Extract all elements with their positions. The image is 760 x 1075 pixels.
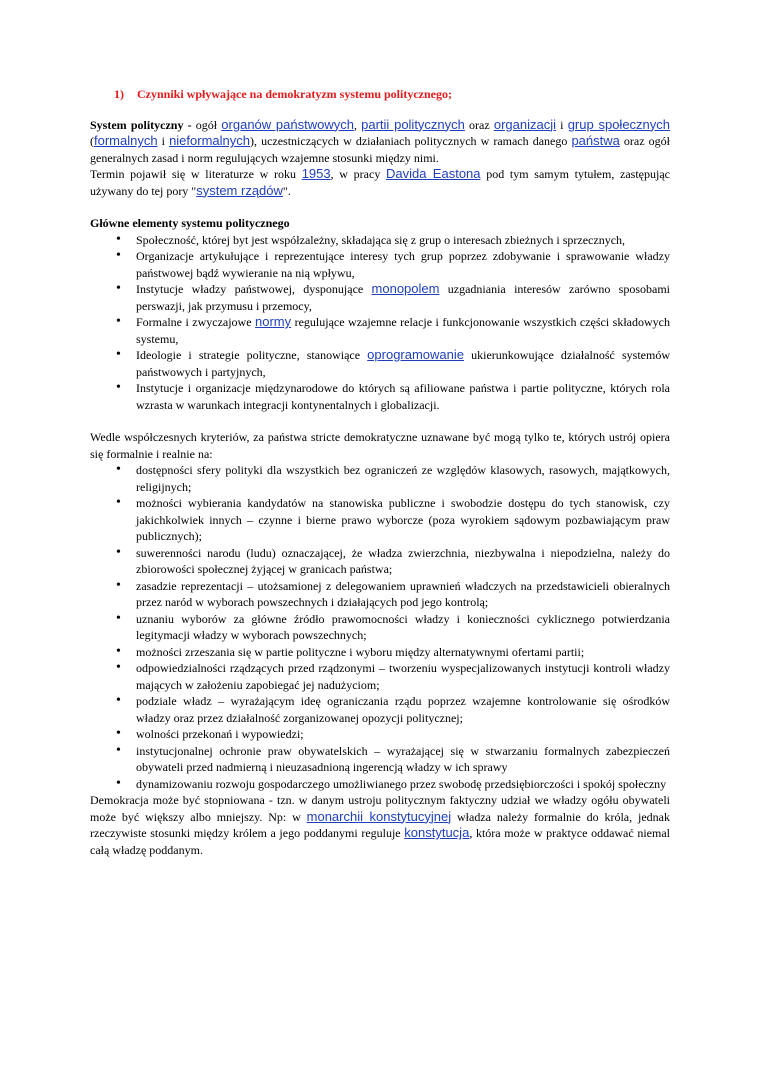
list-item	[90, 314, 670, 347]
list-item	[90, 347, 670, 380]
list-item: • podziale władz – wyrażającym ideę ograniczania rządu poprzez wzajemne kontrolowanie się ośrodków władzy oraz przez działalność zorganizowanej opozycji politycznej;	[90, 693, 670, 726]
link-oprogramowanie[interactable]: oprogramowanie	[367, 347, 465, 362]
link-davida-eastona[interactable]: Davida Eastona	[386, 166, 481, 181]
link-panstwa[interactable]: państwa	[571, 133, 620, 148]
spacer	[90, 413, 670, 429]
text: i	[157, 134, 170, 148]
heading-number: 1)	[114, 87, 124, 101]
text: Ideologie i strategie polityczne, stanowiące	[136, 348, 368, 362]
document-page	[90, 86, 670, 858]
list-item: • wolności przekonań i wypowiedzi;	[90, 726, 670, 743]
text: ogół	[191, 117, 222, 132]
text: (	[90, 134, 94, 148]
text: Formalne i zwyczajowe	[136, 315, 256, 329]
list-item: • odpowiedzialności rządzących przed rządzonymi – tworzeniu wyspecjalizowanych instytucji kontroli władzy mających w założeniu zapobiegać jej nadużyciom;	[90, 660, 670, 693]
elements-list	[90, 232, 670, 414]
paragraph-origin	[90, 166, 670, 199]
list-item: • możności zrzeszania się w partie polityczne i wyboru między alternatywnymi ofertami partii;	[90, 644, 670, 661]
section-heading	[114, 86, 670, 103]
list-item: • Instytucje i organizacje międzynarodowe do których są afiliowane państwa i partie polityczne, których rola wzrasta w warunkach integracji kontynentalnych i globalizacji.	[90, 380, 670, 413]
text: Demokracja może być stopniowana - tzn. w danym ustroju politycznym faktyczny udział we władzy ogółu obywateli może być większy albo mniejszy. Np: w	[90, 793, 670, 824]
list-item: • możności wybierania kandydatów na stanowiska publiczne i swobodzie dostępu do tych stanowisk, czy jakichkolwiek innych – czynne i bierne prawo wyborcze (poza wyrokiem sądowym pozbawiającym praw publicznych);	[90, 495, 670, 545]
link-organizacji[interactable]: organizacji	[493, 116, 557, 132]
link-nieformalnych[interactable]: nieformalnych	[169, 133, 250, 148]
list-item	[90, 281, 670, 314]
list-item: • uznaniu wyborów za główne źródło prawomocności władzy i konieczności cyklicznego potwierdzania legitymacji władzy w wyborach powszechnych;	[90, 611, 670, 644]
spacer	[90, 199, 670, 215]
link-1953[interactable]: 1953	[301, 166, 331, 181]
list-item: • zasadzie reprezentacji – utożsamionej z delegowaniem uprawnień władczych na przedstawicieli obieralnych przez naród w wyborach powszechnych i działających pod jego kontrolą;	[90, 578, 670, 611]
link-monarchii-konstytucyjnej[interactable]: monarchii konstytucyjnej	[306, 808, 452, 824]
text: regulujące wzajemne relacje i funkcjonowanie wszystkich części składowych systemu,	[136, 315, 670, 346]
criteria-intro: Wedle współczesnych kryteriów, za państwa stricte demokratyczne uznawane być mogą tylko te, których ustrój opiera się formalnie i realnie na:	[90, 430, 670, 461]
list-item: • dostępności sfery polityki dla wszystkich bez ograniczeń ze względów klasowych, rasowych, majątkowych, religijnych;	[90, 462, 670, 495]
text: ".	[282, 183, 291, 198]
term-system-polityczny: System polityczny -	[90, 117, 192, 132]
link-normy[interactable]: normy	[255, 314, 292, 329]
link-formalnych[interactable]: formalnych	[94, 133, 158, 148]
paragraph-democracy-degree	[90, 792, 670, 858]
link-monopolem[interactable]: monopolem	[371, 281, 440, 296]
link-organow-panstwowych[interactable]: organów państwowych	[221, 116, 354, 132]
list-item: • dynamizowaniu rozwoju gospodarczego umożliwianego przez swobodę przedsiębiorczości i spokój społeczny	[90, 776, 670, 793]
elements-title: Główne elementy systemu politycznego	[90, 216, 290, 230]
link-partii-politycznych[interactable]: partii politycznych	[361, 116, 465, 132]
text: władza należy formalnie do króla, jednak rzeczywiste stosunki między królem a jego poddanymi reguluje	[90, 809, 670, 840]
criteria-list	[90, 462, 670, 792]
list-item: • Społeczność, której byt jest współzależny, składająca się z grup o interesach zbieżnych i sprzecznych,	[90, 232, 670, 249]
text: i	[556, 117, 568, 132]
text: Termin pojawił się w literaturze w roku	[90, 167, 302, 181]
text: ), uczestniczących w działaniach politycznych w ramach danego	[250, 134, 572, 148]
text: ,	[353, 117, 362, 132]
link-konstytucja[interactable]: konstytucja	[404, 825, 470, 840]
list-item: • Organizacje artykułujące i reprezentujące interesy tych grup poprzez zdobywanie i sprawowanie władzy państwowej bądź wywieranie na nią wpływu,	[90, 248, 670, 281]
link-grup-spolecznych[interactable]: grup społecznych	[567, 116, 671, 132]
paragraph-definition	[90, 117, 670, 167]
list-item: • suwerenności narodu (ludu) oznaczającej, że władza zwierzchnia, niezbywalna i niepodzielna, należy do zbiorowości społecznej żyjącej w granicach państwa;	[90, 545, 670, 578]
text: oraz ogół generalnych zasad i norm regulujących wzajemne stosunki między nimi.	[90, 134, 670, 165]
text: Instytucje władzy państwowej, dysponujące	[136, 282, 372, 296]
heading-text: Czynniki wpływające na demokratyzm systemu politycznego;	[137, 87, 452, 101]
text: uzgadniania interesów zarówno sposobami perswazji, jak przymusu i przemocy,	[136, 282, 670, 313]
text: ukierunkowujące działalność systemów państwowych i partyjnych,	[136, 348, 670, 379]
list-item: • instytucjonalnej ochronie praw obywatelskich – wyrażającej się w stwarzaniu formalnych zabezpieczeń obywateli przed nadmierną i nieuzasadnioną ingerencją władzy w ich sprawy	[90, 743, 670, 776]
text: , w pracy	[330, 167, 387, 181]
link-system-rzadow[interactable]: system rządów	[196, 182, 283, 198]
text: oraz	[464, 117, 494, 132]
text: , która może w praktyce oddawać niemal całą władzę poddanym.	[90, 826, 670, 857]
text: pod tym samym tytułem, zastępując używany do tej pory "	[90, 167, 670, 198]
